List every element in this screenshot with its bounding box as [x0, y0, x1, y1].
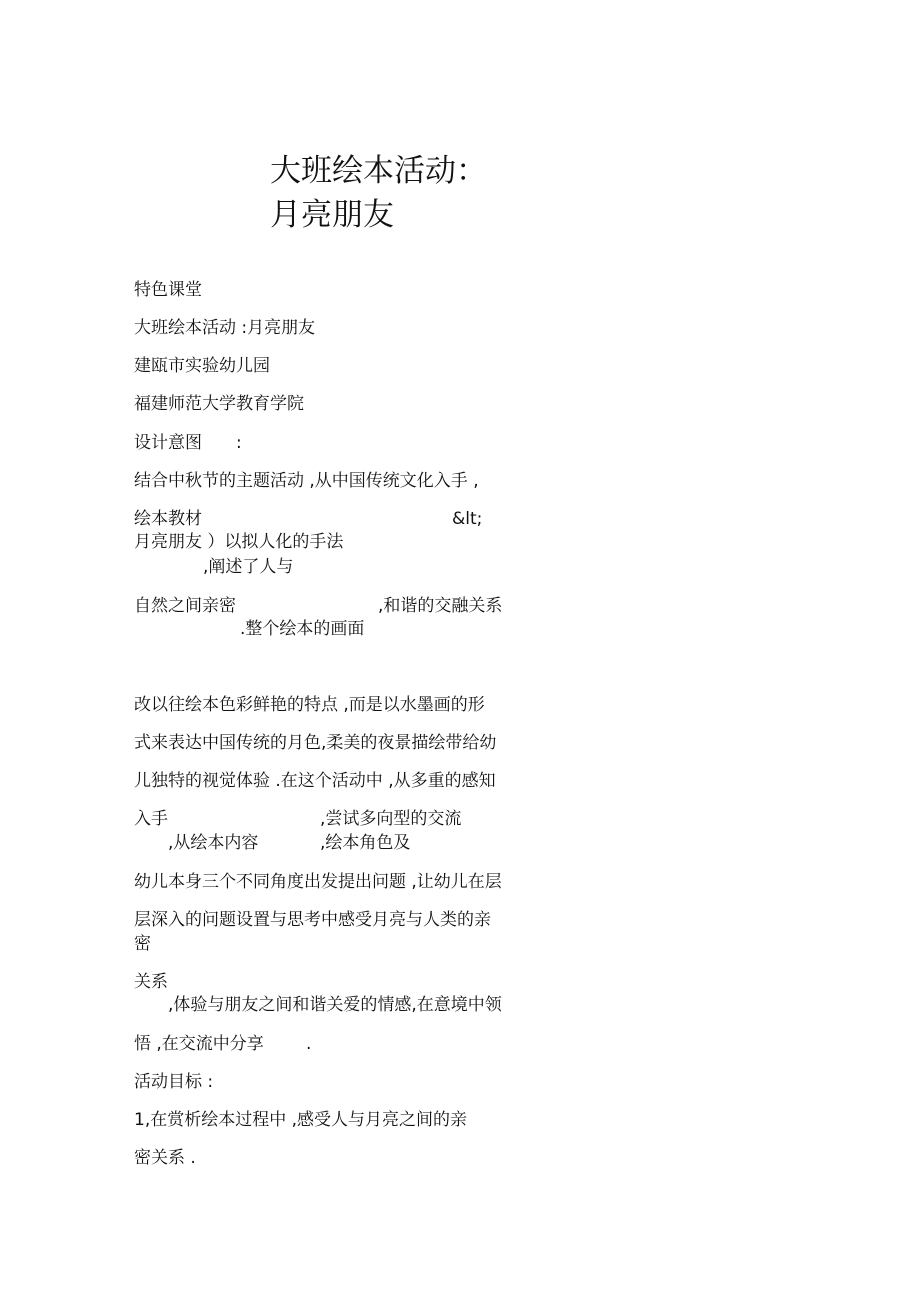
text-line: &lt; [452, 509, 483, 529]
text-line: 关系 [134, 972, 168, 992]
title-line-1: 大班绘本活动： [270, 153, 487, 189]
text-line: 月亮朋友 ）以拟人化的手法 [134, 532, 344, 552]
text-line: 大班绘本活动 :月亮朋友 [134, 318, 316, 338]
text-line: 儿独特的视觉体验 .在这个活动中 ,从多重的感知 [134, 771, 496, 791]
text-line: 自然之间亲密 [134, 596, 236, 616]
text-line: 结合中秋节的主题活动 ,从中国传统文化入手 , [134, 471, 479, 491]
text-line: 悟 ,在交流中分享 [134, 1034, 264, 1054]
text-line: 活动目标 : [134, 1072, 214, 1092]
text-line: .整个绘本的画面 [240, 619, 365, 639]
text-line: 设计意图 [134, 433, 202, 453]
text-line: ,和谐的交融关系 [378, 596, 503, 616]
text-line: 入手 [134, 809, 168, 829]
text-line: 特色课堂 [134, 280, 202, 300]
text-line: . [306, 1034, 312, 1054]
text-line: 1,在赏析绘本过程中 ,感受人与月亮之间的亲 [134, 1110, 468, 1130]
text-line: 幼儿本身三个不同角度出发提出问题 ,让幼儿在层 [134, 872, 502, 892]
text-line: 绘本教材 [134, 509, 202, 529]
text-line: ,绘本角色及 [320, 833, 411, 853]
text-line: 密 [134, 934, 151, 954]
text-line: ,尝试多向型的交流 [320, 809, 462, 829]
text-line: ,从绘本内容 [168, 833, 259, 853]
text-line: 式来表达中国传统的月色,柔美的夜景描绘带给幼 [134, 733, 497, 753]
text-line: 密关系 . [134, 1148, 196, 1168]
text-line: ,体验与朋友之间和谐关爱的情感,在意境中领 [168, 995, 502, 1015]
title-line-2: 月亮朋友 [270, 197, 394, 233]
text-line: 层深入的问题设置与思考中感受月亮与人类的亲 [134, 910, 491, 930]
text-line: 福建师范大学教育学院 [134, 394, 304, 414]
text-line: ,阐述了人与 [203, 557, 294, 577]
text-line: : [236, 433, 242, 453]
text-line: 改以往绘本色彩鲜艳的特点 ,而是以水墨画的形 [134, 695, 485, 715]
text-line: 建瓯市实验幼儿园 [134, 356, 270, 376]
